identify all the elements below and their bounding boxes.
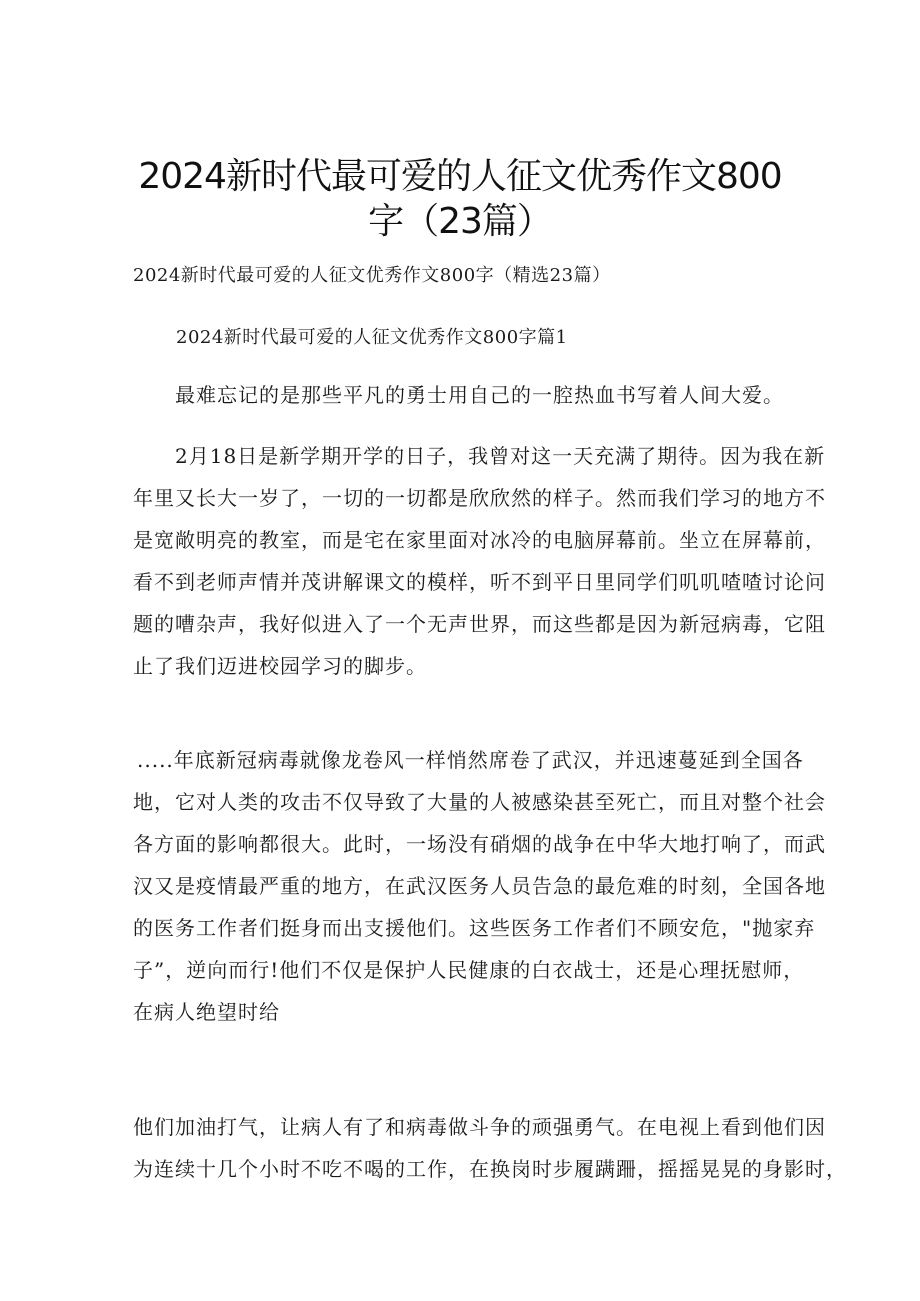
paragraph-line: 年里又长大一岁了，一切的一切都是欣欣然的样子。然而我们学习的地方不 [133, 486, 826, 510]
paragraph-1 [133, 374, 793, 416]
paragraph-line: 最难忘记的是那些平凡的勇士用自己的一腔热血书写着人间大爱。 [175, 383, 784, 407]
paragraph-line: .....年底新冠病毒就像龙卷风一样悄然席卷了武汉，并迅速蔓延到全国各 [137, 748, 804, 772]
paragraph-line: 地，它对人类的攻击不仅导致了大量的人被感染甚至死亡，而且对整个社会 [133, 790, 826, 814]
paragraph-line: 为连续十几个小时不吃不喝的工作，在换岗时步履蹒跚，摇摇晃晃的身影时， [133, 1157, 847, 1181]
paragraph-4 [133, 1106, 847, 1190]
section-heading: 2024新时代最可爱的人征文优秀作文800字篇1 [176, 327, 568, 348]
paragraph-3 [133, 739, 826, 1033]
paragraph-line: 看不到老师声情并茂讲解课文的模样，听不到平日里同学们叽叽喳喳讨论问 [133, 570, 826, 594]
paragraph-line: 是宽敞明亮的教室，而是宅在家里面对冰冷的电脑屏幕前。坐立在屏幕前， [133, 528, 826, 552]
paragraph-line: 止了我们迈进校园学习的脚步。 [133, 654, 427, 678]
paragraph-line: 各方面的影响都很大。此时，一场没有硝烟的战争在中华大地打响了，而武 [133, 832, 826, 856]
paragraph-line: 子”，逆向而行!他们不仅是保护人民健康的白衣战士，还是心理抚慰师， [133, 958, 805, 982]
document-title-line-2: 字（23篇） [368, 201, 552, 242]
paragraph-line: 汉又是疫情最严重的地方，在武汉医务人员告急的最危难的时刻，全国各地 [133, 874, 826, 898]
paragraph-line: 的医务工作者们挺身而出支援他们。这些医务工作者们不顾安危，"抛家弃 [133, 916, 816, 940]
document-subtitle: 2024新时代最可爱的人征文优秀作文800字（精选23篇） [133, 265, 611, 286]
paragraph-line: 他们加油打气，让病人有了和病毒做斗争的顽强勇气。在电视上看到他们因 [133, 1115, 826, 1139]
paragraph-line: 题的嘈杂声，我好似进入了一个无声世界，而这些都是因为新冠病毒，它阻 [133, 612, 826, 636]
document-title-line-1: 2024新时代最可爱的人征文优秀作文800 [138, 156, 782, 197]
paragraph-line: 2月18日是新学期开学的日子，我曾对这一天充满了期待。因为我在新 [175, 444, 826, 468]
paragraph-2 [133, 435, 826, 687]
paragraph-line: 在病人绝望时给 [133, 1000, 280, 1024]
